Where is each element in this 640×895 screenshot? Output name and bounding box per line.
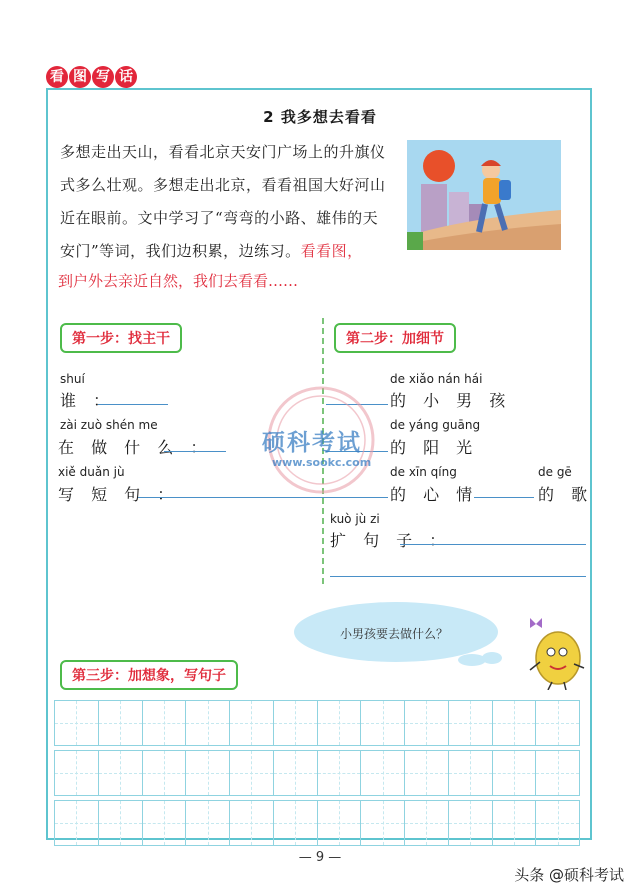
step2-blank-expand-1[interactable]: [400, 544, 586, 545]
writing-grid[interactable]: [54, 700, 580, 850]
step2-pinyin-boy: de xiǎo nán hái: [390, 372, 483, 386]
step1-pinyin-sentence: xiě duǎn jù: [58, 465, 125, 479]
boy-walking-illustration: [407, 140, 561, 250]
step1-pinyin-doing: zài zuò shén me: [60, 418, 158, 432]
step2-pinyin-sunlight: de yáng guāng: [390, 418, 481, 432]
lesson-red-line: 到户外去亲近自然，我们去看看……: [58, 272, 299, 290]
header-badge-2: 图: [69, 66, 91, 88]
potato-character-icon: [518, 612, 590, 690]
step2-han-song: 的 歌: [538, 485, 594, 504]
step1-han-doing: 在 做 什 么 ：: [58, 438, 213, 457]
header-badge-1: 看: [46, 66, 68, 88]
footer-credit: 头条 @硕科考试: [514, 866, 624, 884]
step2-label: 第二步：加细节: [334, 323, 456, 353]
watermark-url: www.sookc.com: [272, 456, 372, 469]
watermark-text: 硕科考试: [262, 430, 362, 456]
step1-pinyin-who: shuí: [60, 372, 85, 386]
page-number: — 9 —: [298, 850, 342, 865]
step2-pinyin-song: de gē: [538, 465, 572, 479]
paragraph-text: 多想走出天山，看看北京天安门广场上的升旗仪式多么壮观。多想走出北京，看看祖国大好河山近在眼前。文中学习了“弯弯的小路、雄伟的天安门”等词，我们边积累，边练习。: [60, 143, 386, 260]
step1-han-who: 谁 ：: [60, 391, 116, 410]
writing-grid-row[interactable]: [54, 800, 580, 846]
header-badge-4: 话: [115, 66, 137, 88]
step2-pinyin-expand: kuò jù zi: [330, 512, 380, 526]
step1-blank-who[interactable]: [98, 404, 168, 405]
paragraph-red-text: 看看图，: [300, 242, 363, 260]
step2-blank-song[interactable]: [474, 497, 534, 498]
step1-blank-doing[interactable]: [164, 451, 226, 452]
step3-label: 第三步：加想象，写句子: [60, 660, 238, 690]
step2-pinyin-mood: de xīn qíng: [390, 465, 457, 479]
lesson-paragraph: [60, 136, 390, 268]
writing-grid-row[interactable]: [54, 750, 580, 796]
step1-label: 第一步：找主干: [60, 323, 182, 353]
step2-blank-expand-2[interactable]: [330, 576, 586, 577]
writing-grid-row[interactable]: [54, 700, 580, 746]
step2-han-expand: 扩 句 子 ：: [330, 531, 452, 550]
step2-han-sunlight: 的 阳 光: [390, 438, 479, 457]
step2-han-mood: 的 心 情: [390, 485, 479, 504]
step1-han-sentence: 写 短 句 ：: [58, 485, 180, 504]
step2-blank-mood[interactable]: [326, 497, 388, 498]
header-badge-3: 写: [92, 66, 114, 88]
lesson-title: 2 我多想去看看: [263, 108, 377, 126]
cloud-question: 小男孩要去做什么？: [340, 627, 449, 641]
step2-han-boy: 的 小 男 孩: [390, 391, 512, 410]
